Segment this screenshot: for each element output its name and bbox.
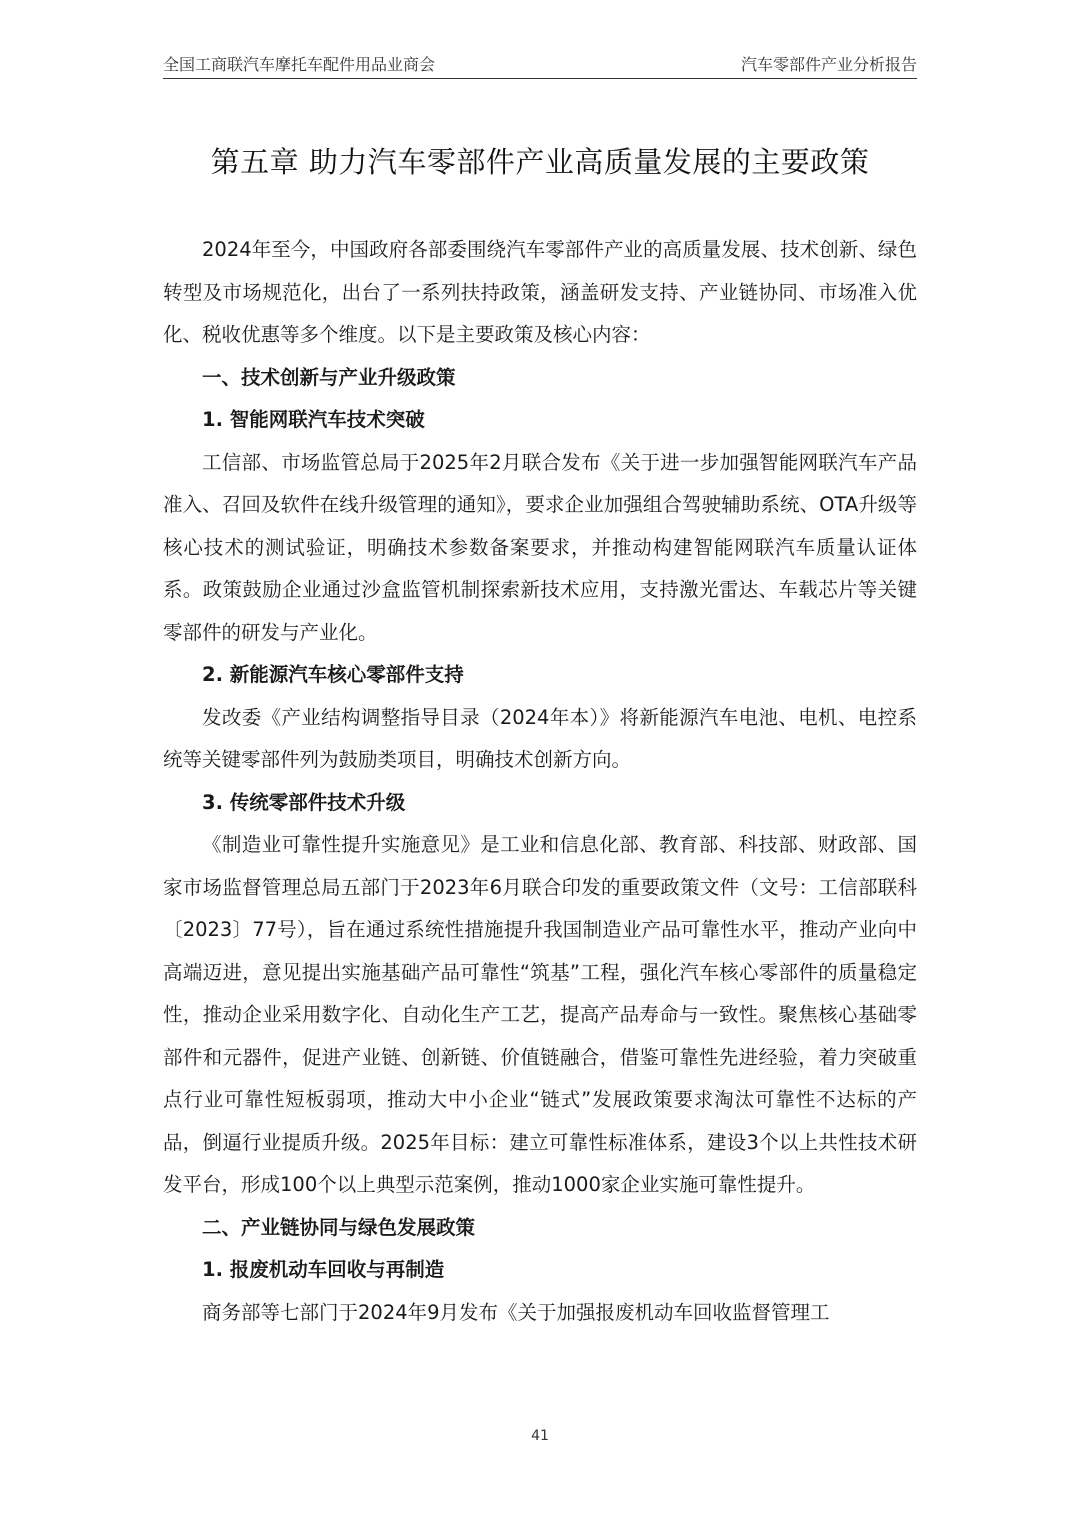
page-header xyxy=(163,50,917,79)
subsection-heading: 3. 传统零部件技术升级 xyxy=(202,790,406,814)
chapter-title: 第五章 助力汽车零部件产业高质量发展的主要政策 xyxy=(210,145,870,179)
header-report-title: 汽车零部件产业分析报告 xyxy=(740,55,917,74)
body-paragraph: 发改委《产业结构调整指导目录（2024年本）》将新能源汽车电池、电机、电控系统等关键零部件列为鼓励类项目，明确技术创新方向。 xyxy=(163,705,917,771)
section-heading: 一、技术创新与产业升级政策 xyxy=(202,365,456,389)
header-organization: 全国工商联汽车摩托车配件用品业商会 xyxy=(163,55,436,74)
body-paragraph: 《制造业可靠性提升实施意见》是工业和信息化部、教育部、科技部、财政部、国家市场监督管理总局五部门于2023年6月联合印发的重要政策文件（文号：工信部联科〔2023〕77号），旨在通过系统性措施提升我国制造业产品可靠性水平，推动产业向中高端迈进，意见提出实施基础产品可靠性“筑基”工程，强化汽车核心零部件的质量稳定性，推动企业采用数字化、自动化生产工艺，提高产品寿命与一致性。聚焦核心基础零部件和元器件，促进产业链、创新链、价值链融合，借鉴可靠性先进经验，着力突破重点行业可靠性短板弱项，推动大中小企业“链式”发展政策要求淘汰可靠性不达标的产品，倒逼行业提质升级。2025年目标：建立可靠性标准体系，建设3个以上共性技术研发平台，形成100个以上典型示范案例，推动1000家企业实施可靠性提升。 xyxy=(163,833,917,1196)
body-paragraph: 商务部等七部门于2024年9月发布《关于加强报废机动车回收监督管理工 xyxy=(202,1300,830,1324)
page-number: 41 xyxy=(531,1428,549,1444)
subsection-heading: 1. 智能网联汽车技术突破 xyxy=(202,408,425,431)
intro-paragraph: 2024年至今，中国政府各部委围绕汽车零部件产业的高质量发展、技术创新、绿色转型及市场规范化，出台了一系列扶持政策，涵盖研发支持、产业链协同、市场准入优化、税收优惠等多个维度。以下是主要政策及核心内容： xyxy=(163,238,917,346)
subsection-heading: 1. 报废机动车回收与再制造 xyxy=(202,1258,445,1281)
page-content xyxy=(163,229,917,1334)
section-heading: 二、产业链协同与绿色发展政策 xyxy=(202,1215,476,1239)
subsection-heading: 2. 新能源汽车核心零部件支持 xyxy=(202,663,464,686)
body-paragraph: 工信部、市场监管总局于2025年2月联合发布《关于进一步加强智能网联汽车产品准入、召回及软件在线升级管理的通知》，要求企业加强组合驾驶辅助系统、OTA升级等核心技术的测试验证，明确技术参数备案要求，并推动构建智能网联汽车质量认证体系。政策鼓励企业通过沙盒监管机制探索新技术应用，支持激光雷达、车载芯片等关键零部件的研发与产业化。 xyxy=(163,450,917,644)
